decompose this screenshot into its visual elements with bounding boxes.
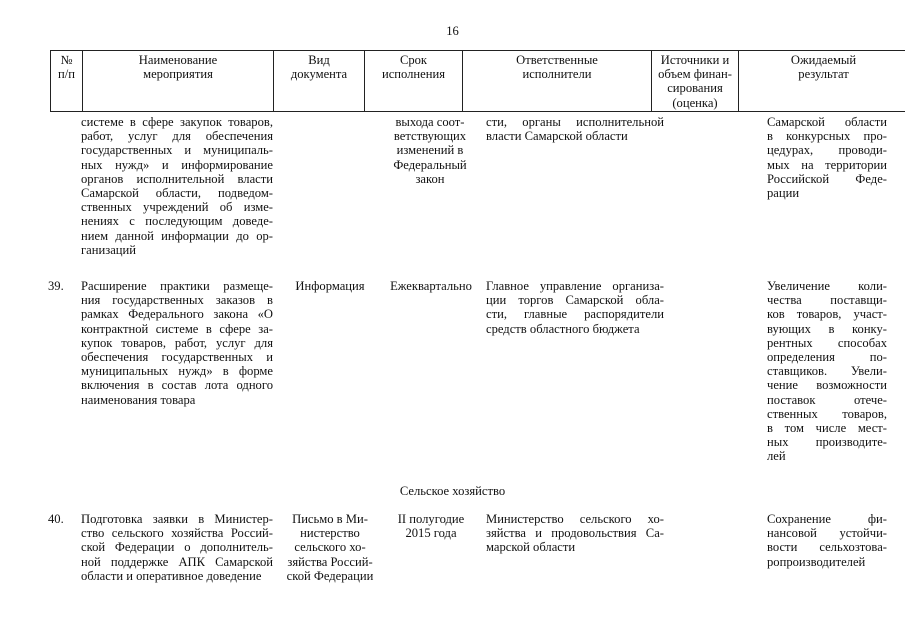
row-result [767,115,887,200]
cell-line: поставок отече- [767,392,887,407]
cell-line: ство сельского хозяйства Россий- [81,526,273,541]
row-name [81,512,273,583]
page-number: 16 [446,24,459,38]
row-doc-type [282,512,378,583]
row-executors [486,115,664,143]
header-line: Ответственные [516,53,598,67]
header-doc-type [274,51,365,112]
cell-line: Сохранение фи- [767,512,887,526]
header-line: результат [798,67,849,82]
cell-line: Подготовка заявки в Министер- [81,512,273,526]
header-line: Срок [399,53,428,67]
cell-line: обеспечения государственных и [81,350,273,365]
cell-line: рентных способах [767,335,887,350]
row-term [384,279,478,293]
cell-line: Информация [295,279,365,293]
row-result [767,512,887,569]
cell-line: средств областного бюджета [486,321,640,336]
cell-line: области и оперативное доведение [81,568,262,583]
header-line: (оценка) [672,95,718,110]
row-name [81,279,273,407]
cell-line: в конкурсных про- [767,129,887,144]
cell-line: II полугодие [397,512,465,526]
cell-line: наименования товара [81,392,196,407]
header-line: исполнения [381,67,446,82]
cell-line: ветствующих [393,129,467,144]
cell-line: мых на территории [767,157,887,172]
cell-line: ской Федерации о дополнитель- [81,540,273,555]
header-result [739,51,905,112]
header-executors [463,51,652,112]
cell-line: Российской Феде- [767,171,887,186]
cell-line: ной поддержке АПК Самарской [81,554,273,569]
header-line: Вид [308,53,330,67]
header-line: Источники и [660,53,730,67]
cell-line: определения по- [767,350,887,365]
cell-line: системе в сфере закупок товаров, [81,115,273,129]
row-number: 40. [48,512,64,526]
cell-line: вующих в конку- [767,321,887,336]
cell-line: чества поставщи- [767,293,887,308]
cell-line: ставщиков. Увели- [767,364,887,379]
cell-line: сти, главные распорядители [486,307,664,322]
cell-line: закон [415,171,445,186]
cell-line: марской области [486,540,576,555]
cell-line: Министерство сельского хо- [486,512,664,526]
header-line: исполнители [522,67,592,82]
cell-line: Самарской области [767,115,887,129]
cell-line: включения в состав лота одного [81,378,273,393]
header-line: документа [290,67,348,82]
cell-line: ных производите- [767,435,887,450]
cell-line: рамках Федерального закона «О [81,307,273,322]
cell-line: выхода соот- [395,115,465,129]
cell-line: сельского хо- [294,540,366,555]
cell-line: ропроизводителей [767,554,866,569]
cell-line: сти, органы исполнительной [486,115,664,129]
header-line: Наименование [138,53,218,67]
cell-line: зяйства Россий- [287,554,373,569]
cell-line: муниципальных нужд» в форме [81,364,273,379]
header-line: № [60,53,73,67]
header-line: мероприятия [143,67,213,82]
row-result [767,279,887,464]
cell-line: Расширение практики размеще- [81,279,273,293]
cell-line: власти Самарской области [486,129,628,144]
cell-line: нениях с последующим доведе- [81,214,273,229]
cell-line: контрактной системе в сфере за- [81,321,273,336]
header-line: сирования [667,81,723,96]
cell-line: Письмо в Ми- [292,512,368,526]
cell-line: Самарской области, подведом- [81,186,273,201]
row-executors [486,512,664,555]
cell-line: ния государственных заказов в [81,293,273,308]
cell-line: государственных и муниципаль- [81,143,273,158]
cell-line: 2015 года [405,526,457,541]
cell-line: рации [767,186,800,201]
cell-line: цедурах, проводи- [767,143,887,158]
cell-line: Ежеквартально [390,279,472,293]
header-funding [652,51,739,112]
cell-line: вости сельхозтова- [767,540,887,555]
cell-line: ков товаров, участ- [767,307,887,322]
table-header [50,50,905,112]
row-name [81,115,273,257]
cell-line: Увеличение коли- [767,279,887,293]
cell-line: ции торгов Самарской обла- [486,293,664,308]
row-executors [486,279,664,336]
cell-line: Федеральный [393,157,467,172]
row-term [384,512,478,540]
row-doc-type [282,279,378,293]
row-term [386,115,474,186]
cell-line: купок товаров, работ, услуг для [81,335,273,350]
section-title: Сельское хозяйство [399,484,506,498]
cell-line: ственных товаров, [767,406,887,421]
cell-line: зяйства и продовольствия Са- [486,526,664,541]
cell-line: чение возможности [767,378,887,393]
cell-line: органов исполнительной власти [81,171,273,186]
header-number [51,51,83,112]
cell-line: нансовой устойчи- [767,526,887,541]
cell-line: нием данной информации до ор- [81,228,273,243]
cell-line: ственных учреждений об изме- [81,200,273,215]
cell-line: ганизаций [81,242,137,257]
cell-line: изменений в [396,143,464,158]
cell-line: нистерство [300,526,360,541]
cell-line: лей [767,449,786,464]
cell-line: в том числе мест- [767,421,887,436]
cell-line: работ, услуг для обеспечения [81,129,273,144]
header-line: Ожидаемый [790,53,857,67]
header-line: объем финан- [658,67,732,82]
header-term [365,51,463,112]
cell-line: ской Федерации [286,568,374,583]
cell-line: Главное управление организа- [486,279,664,293]
row-number: 39. [48,279,64,293]
header-name [83,51,274,112]
header-line: п/п [58,67,75,82]
cell-line: ных нужд» и информирование [81,157,273,172]
